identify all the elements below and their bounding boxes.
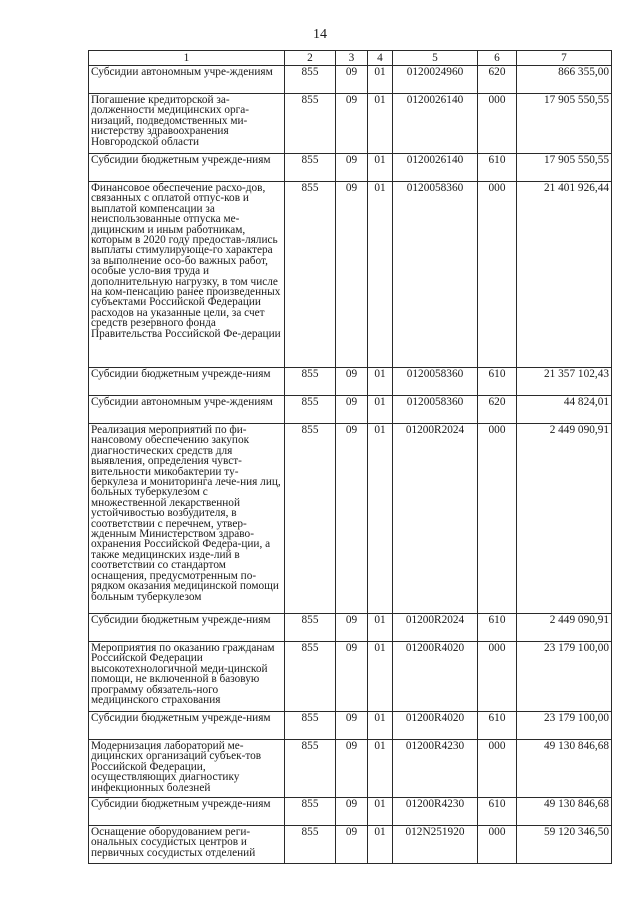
section-code: 09 [336,368,368,396]
expense-type-code: 610 [478,798,517,826]
target-article-code: 01200R4230 [393,740,478,798]
section-code: 09 [336,642,368,712]
amount: 21 401 926,44 [517,182,612,368]
expense-type-code: 620 [478,66,517,94]
target-article-code: 01200R4230 [393,798,478,826]
section-code: 09 [336,182,368,368]
subsection-code: 01 [368,424,393,614]
col-header-6: 6 [478,51,517,66]
amount: 44 824,01 [517,396,612,424]
item-name: Финансовое обеспечение расхо-дов, связанных с оплатой отпус-ков и выплатой компенсации за неиспользованные отпуска ме-дицинским и иным работникам, которым в 2020 году предостав-лялись выплаты стимулирующе-го характера за выполнение осо-бо важных работ, особые усло-вия труда и дополнительную нагрузку, в том числе на ком-пенсацию ранее произведенных субъектами Российской Федерации расходов на указанные цели, за счет средств резервного фонда Правительства Российской Фе-дерации [89,182,285,368]
section-code: 09 [336,154,368,182]
item-name: Субсидии бюджетным учрежде-ниям [89,798,285,826]
ministry-code: 855 [285,614,336,642]
expense-type-code: 000 [478,826,517,864]
table-row [89,642,612,712]
subsection-code: 01 [368,614,393,642]
target-article-code: 01200R4020 [393,642,478,712]
ministry-code: 855 [285,826,336,864]
amount: 49 130 846,68 [517,740,612,798]
budget-table [88,50,612,864]
expense-type-code: 000 [478,740,517,798]
section-code: 09 [336,740,368,798]
section-code: 09 [336,94,368,154]
subsection-code: 01 [368,826,393,864]
target-article-code: 0120026140 [393,94,478,154]
col-header-2: 2 [285,51,336,66]
col-header-5: 5 [393,51,478,66]
col-header-1: 1 [89,51,285,66]
expense-type-code: 610 [478,614,517,642]
amount: 59 120 346,50 [517,826,612,864]
item-name: Реализация мероприятий по фи-нансовому обеспечению закупок диагностических средств для выявления, определения чувст-вительности микобактерии ту-беркулеза и мониторинга лече-ния лиц, больных туберкулезом с множественной лекарственной устойчивостью возбудителя, в соответствии с перечнем, утвер-жденным Министерством здраво-охранения Российской Федера-ции, а также медицинских изде-лий в соответствии со стандартом оснащения, предусмотренным по-рядком оказания медицинской помощи больным туберкулезом [89,424,285,614]
col-header-7: 7 [517,51,612,66]
table-row [89,66,612,94]
item-name: Субсидии бюджетным учрежде-ниям [89,368,285,396]
ministry-code: 855 [285,712,336,740]
subsection-code: 01 [368,712,393,740]
item-name: Субсидии бюджетным учрежде-ниям [89,154,285,182]
ministry-code: 855 [285,396,336,424]
table-row [89,94,612,154]
table-row [89,798,612,826]
table-row [89,154,612,182]
col-header-4: 4 [368,51,393,66]
table-row [89,712,612,740]
expense-type-code: 620 [478,396,517,424]
target-article-code: 0120058360 [393,396,478,424]
target-article-code: 01200R2024 [393,424,478,614]
subsection-code: 01 [368,396,393,424]
section-code: 09 [336,424,368,614]
table-row [89,740,612,798]
table-row [89,424,612,614]
expense-type-code: 000 [478,642,517,712]
item-name: Субсидии автономным учре-ждениям [89,66,285,94]
section-code: 09 [336,396,368,424]
expense-type-code: 610 [478,712,517,740]
expense-type-code: 610 [478,368,517,396]
subsection-code: 01 [368,368,393,396]
expense-type-code: 000 [478,424,517,614]
subsection-code: 01 [368,642,393,712]
section-code: 09 [336,712,368,740]
target-article-code: 01200R2024 [393,614,478,642]
subsection-code: 01 [368,740,393,798]
amount: 17 905 550,55 [517,154,612,182]
page-number: 14 [313,27,327,42]
amount: 49 130 846,68 [517,798,612,826]
amount: 2 449 090,91 [517,424,612,614]
amount: 866 355,00 [517,66,612,94]
target-article-code: 0120058360 [393,368,478,396]
subsection-code: 01 [368,66,393,94]
table-row [89,396,612,424]
table-row [89,614,612,642]
ministry-code: 855 [285,740,336,798]
subsection-code: 01 [368,798,393,826]
table-row [89,826,612,864]
item-name: Мероприятия по оказанию гражданам Российской Федерации высокотехнологичной меди-цинской помощи, не включенной в базовую программу обязатель-ного медицинского страхования [89,642,285,712]
item-name: Модернизация лабораторий ме-дицинских организаций субъек-тов Российской Федерации, осуществляющих диагностику инфекционных болезней [89,740,285,798]
ministry-code: 855 [285,642,336,712]
item-name: Субсидии автономным учре-ждениям [89,396,285,424]
subsection-code: 01 [368,94,393,154]
ministry-code: 855 [285,424,336,614]
expense-type-code: 000 [478,94,517,154]
amount: 23 179 100,00 [517,712,612,740]
amount: 17 905 550,55 [517,94,612,154]
target-article-code: 01200R4020 [393,712,478,740]
item-name: Субсидии бюджетным учрежде-ниям [89,614,285,642]
amount: 23 179 100,00 [517,642,612,712]
item-name: Субсидии бюджетным учрежде-ниям [89,712,285,740]
target-article-code: 0120058360 [393,182,478,368]
amount: 21 357 102,43 [517,368,612,396]
ministry-code: 855 [285,154,336,182]
item-name: Погашение кредиторской за-долженности медицинских орга-низаций, подведомственных ми-нистерству здравоохранения Новгородской области [89,94,285,154]
ministry-code: 855 [285,368,336,396]
target-article-code: 0120024960 [393,66,478,94]
target-article-code: 012N251920 [393,826,478,864]
section-code: 09 [336,826,368,864]
expense-type-code: 610 [478,154,517,182]
table-row [89,368,612,396]
subsection-code: 01 [368,154,393,182]
section-code: 09 [336,798,368,826]
ministry-code: 855 [285,798,336,826]
section-code: 09 [336,614,368,642]
amount: 2 449 090,91 [517,614,612,642]
col-header-3: 3 [336,51,368,66]
section-code: 09 [336,66,368,94]
expense-type-code: 000 [478,182,517,368]
table-row [89,182,612,368]
item-name: Оснащение оборудованием реги-ональных сосудистых центров и первичных сосудистых отделений [89,826,285,864]
ministry-code: 855 [285,182,336,368]
header-row [89,51,612,66]
ministry-code: 855 [285,94,336,154]
ministry-code: 855 [285,66,336,94]
subsection-code: 01 [368,182,393,368]
target-article-code: 0120026140 [393,154,478,182]
